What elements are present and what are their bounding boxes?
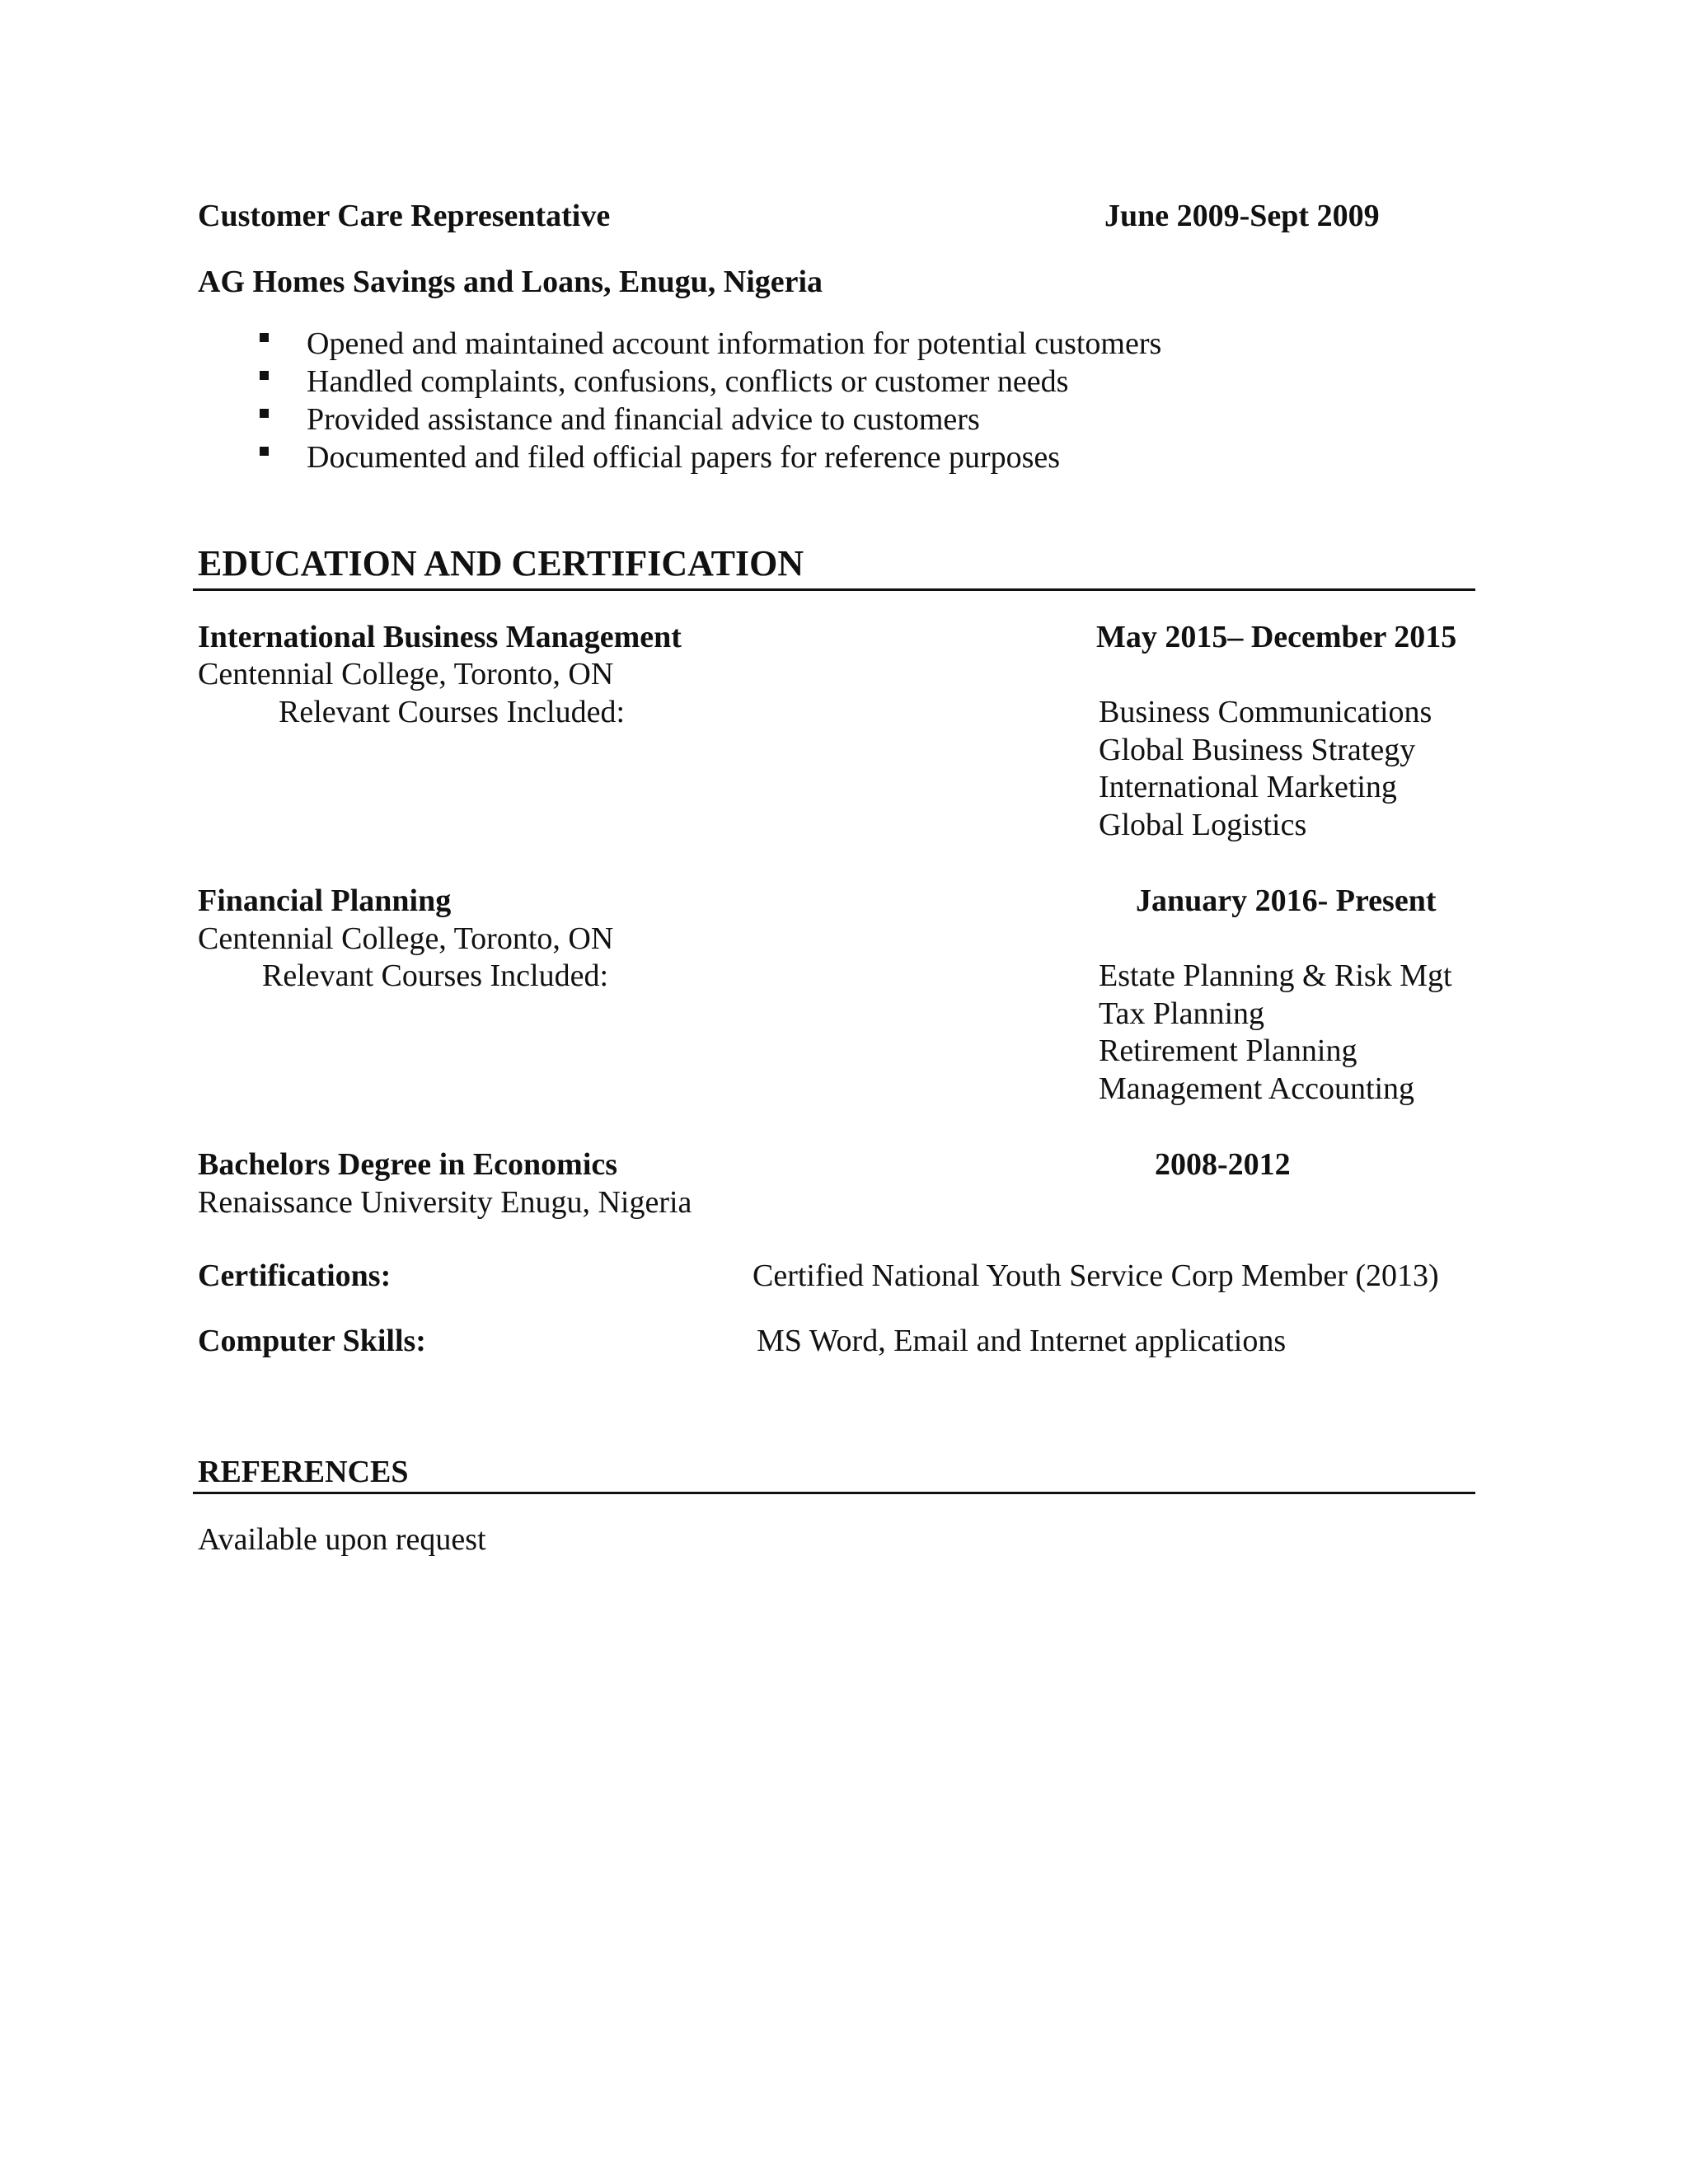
program-title: International Business Management: [198, 620, 682, 654]
duty-item: Documented and filed official papers for reference purposes: [307, 440, 1061, 475]
section-divider: [193, 1492, 1475, 1494]
bullet-marker: [260, 447, 269, 456]
program-title: Financial Planning: [198, 883, 452, 918]
program-dates: 2008-2012: [1155, 1147, 1291, 1182]
program-title: Bachelors Degree in Economics: [198, 1147, 618, 1182]
courses-label: Relevant Courses Included:: [279, 695, 626, 729]
program-dates: May 2015– December 2015: [1096, 620, 1457, 654]
certifications-value: Certified National Youth Service Corp Member (2013): [753, 1258, 1439, 1293]
program-school: Centennial College, Toronto, ON: [198, 657, 614, 691]
computer-skills-value: MS Word, Email and Internet applications: [757, 1324, 1287, 1358]
program-school: Renaissance University Enugu, Nigeria: [198, 1185, 692, 1220]
course-item: Global Business Strategy: [1099, 733, 1416, 767]
duty-item: Handled complaints, confusions, conflicts or customer needs: [307, 364, 1069, 399]
references-text: Available upon request: [198, 1522, 486, 1557]
certifications-label: Certifications:: [198, 1258, 392, 1293]
duty-item: Provided assistance and financial advice to customers: [307, 402, 980, 437]
course-item: Tax Planning: [1099, 996, 1265, 1031]
program-dates: January 2016- Present: [1136, 883, 1437, 918]
bullet-marker: [260, 409, 269, 418]
education-heading: EDUCATION AND CERTIFICATION: [198, 543, 804, 583]
bullet-marker: [260, 371, 269, 380]
bullet-marker: [260, 333, 269, 342]
section-divider: [193, 588, 1475, 591]
course-item: Business Communications: [1099, 695, 1432, 729]
program-school: Centennial College, Toronto, ON: [198, 921, 614, 956]
references-heading: REFERENCES: [198, 1455, 409, 1489]
job-dates: June 2009-Sept 2009: [1104, 199, 1380, 233]
computer-skills-label: Computer Skills:: [198, 1324, 426, 1358]
course-item: Management Accounting: [1099, 1071, 1415, 1106]
course-item: Estate Planning & Risk Mgt: [1099, 958, 1452, 993]
course-item: Retirement Planning: [1099, 1033, 1357, 1068]
job-title: Customer Care Representative: [198, 199, 611, 233]
course-item: International Marketing: [1099, 770, 1397, 804]
duty-item: Opened and maintained account information for potential customers: [307, 326, 1162, 361]
courses-label: Relevant Courses Included:: [262, 958, 609, 993]
employer: AG Homes Savings and Loans, Enugu, Nigeria: [198, 265, 823, 299]
course-item: Global Logistics: [1099, 808, 1307, 842]
